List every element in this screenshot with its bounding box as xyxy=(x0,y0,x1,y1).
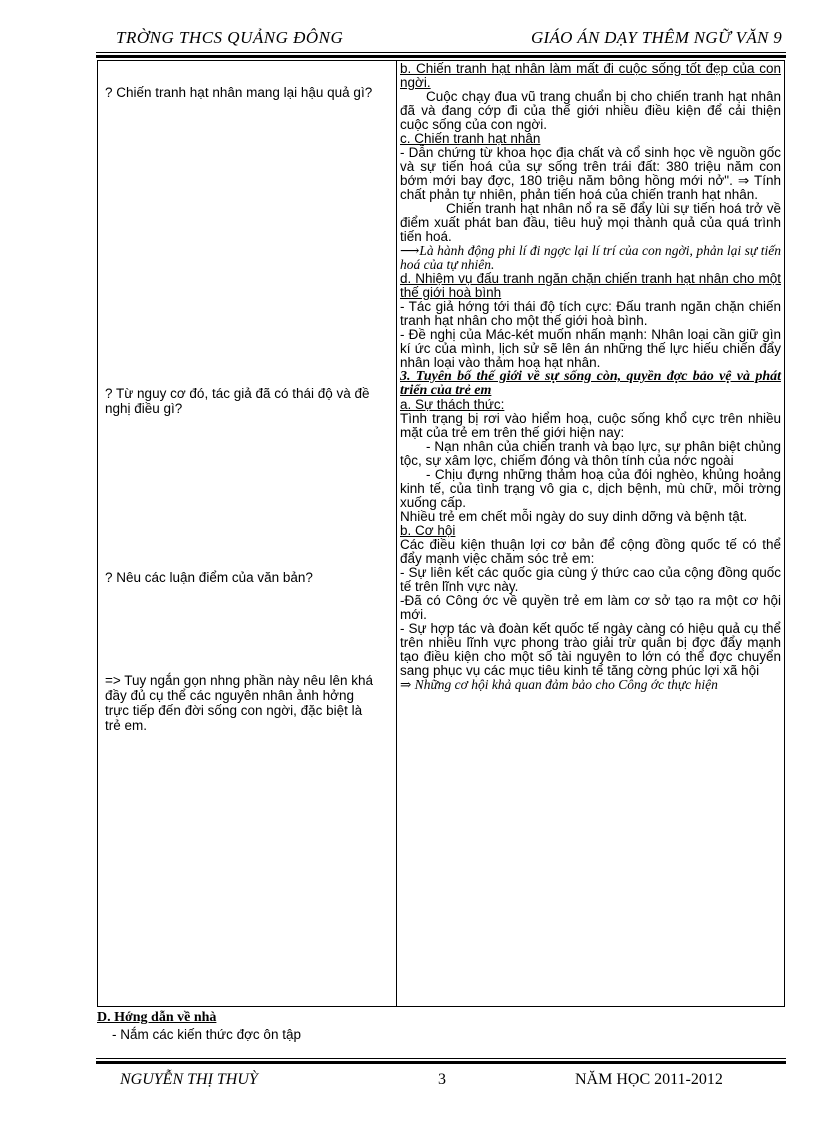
heading-c: c. Chiến tranh hạt nhân xyxy=(400,131,541,146)
paragraph: - Đề nghị của Mác-két muốn nhấn mạnh: Nhân loại cần giữ gìn kí ức của mình, lịch sử sẽ lên án những thế lực hiếu chiến đẩy nhân loại vào thảm hoạ hạt nhân. xyxy=(400,327,781,370)
heading-d: d. Nhiệm vụ đấu tranh ngăn chặn chiến tranh hạt nhân cho một thế giới hoà bình xyxy=(400,271,781,300)
paragraph: - Sự hợp tác và đoàn kết quốc tế ngày càng có hiệu quả cụ thể trên nhiều lĩnh vực phong trào giải trừ quân bị đợc đẩy mạnh tạo điều kiện cho một số tài nguyên to lớn có thể đợc chuyển sang phục vụ các mục tiêu kinh tế tăng cờng phúc lợi xã hội xyxy=(400,621,781,678)
heading-challenge: a. Sự thách thức: xyxy=(400,397,505,412)
section-d-heading: D. Hớng dẫn về nhà xyxy=(97,1010,217,1025)
header-school: TRỜNG THCS QUẢNG ĐÔNG xyxy=(116,28,344,47)
answer-column xyxy=(400,62,781,692)
footer-author: NGUYỄN THỊ THUỲ xyxy=(120,1071,258,1088)
paragraph: -Đã có Công ớc về quyền trẻ em làm cơ sở tạo ra một cơ hội mới. xyxy=(400,593,781,622)
paragraph: - Tác giả hớng tới thái độ tích cực: Đấu tranh ngăn chặn chiến tranh hạt nhân cho một thế giới hoà bình. xyxy=(400,299,781,328)
paragraph: Nhiều trẻ em chết mỗi ngày do suy dinh dỡng và bệnh tật. xyxy=(400,509,748,524)
page-number: 3 xyxy=(438,1071,446,1088)
section-d-item: - Nắm các kiến thức đợc ôn tập xyxy=(112,1027,301,1042)
lesson-table xyxy=(97,60,785,1007)
paragraph: Chiến tranh hạt nhân nổ ra sẽ đẩy lùi sự tiến hoá trở về điểm xuất phát ban đầu, tiêu huỷ mọi thành quả của quá trình tiến hoá. xyxy=(400,201,781,244)
paragraph: Tình trạng bị rơi vào hiểm hoạ, cuộc sống khổ cực trên nhiều mặt của trẻ em trên thế giới hiện nay: xyxy=(400,411,781,440)
paragraph: - Nạn nhân của chiến tranh và bạo lực, sự phân biệt chủng tộc, sự xâm lợc, chiếm đóng và thôn tính của nớc ngoài xyxy=(400,439,781,468)
question-arguments: ? Nêu các luận điểm của văn bản? xyxy=(105,570,313,585)
question-consequence: ? Chiến tranh hạt nhân mang lại hậu quả gì? xyxy=(105,85,373,100)
question-attitude: ? Từ nguy cơ đó, tác giả đã có thái độ và đề nghị điều gì? xyxy=(105,386,370,416)
footer-year: NĂM HỌC 2011-2012 xyxy=(575,1071,723,1088)
heading-section-3: 3. Tuyên bố thế giới về sự sống còn, quyền đợc bảo vệ và phát triển của trẻ em xyxy=(400,369,781,398)
conclusion: ⇒ Những cơ hội khả quan đảm bảo cho Công ớc thực hiện xyxy=(400,677,718,692)
heading-opportunity: b. Cơ hội xyxy=(400,523,456,538)
paragraph: - Sự liên kết các quốc gia cùng ý thức cao của cộng đồng quốc tế trên lĩnh vực này. xyxy=(400,565,781,594)
paragraph: Cuộc chạy đua vũ trang chuẩn bị cho chiến tranh hạt nhân đã và đang cớp đi của thế giới nhiều điều kiện để cải thiện cuộc sống của con ngời. xyxy=(400,89,781,132)
summary-note: => Tuy ngắn gọn nhng phần này nêu lên khá đầy đủ cụ thể các nguyên nhân ảnh hởng trực tiếp đến đời sống con ngời, đặc biệt là trẻ em. xyxy=(105,673,373,733)
column-divider xyxy=(396,61,397,1006)
header-rule-thin xyxy=(96,52,786,53)
heading-b: b. Chiến tranh hạt nhân làm mất đi cuộc sống tốt đẹp của con ngời. xyxy=(400,61,781,90)
header-rule-thick xyxy=(96,55,786,58)
header-title: GIÁO ÁN DẠY THÊM NGỮ VĂN 9 xyxy=(530,28,782,47)
paragraph: Các điều kiện thuận lợi cơ bản để cộng đồng quốc tế có thể đẩy mạnh việc chăm sóc trẻ em: xyxy=(400,537,781,566)
page-header xyxy=(96,24,786,50)
conclusion: ⟶Là hành động phi lí đi ngợc lại lí trí của con ngời, phản lại sự tiến hoá của tự nhiên. xyxy=(400,243,781,272)
footer-rule-thin xyxy=(96,1058,786,1059)
paragraph: - Dẫn chứng từ khoa học địa chất và cổ sinh học về nguồn gốc và sự tiến hoá của sự sống trên trái đất: 380 triệu năm con bớm mới bay đợc, 180 triệu năm bông hồng mới nở". ⇒ Tính chất phản tự nhiên, phản tiến hoá của chiến tranh hạt nhân. xyxy=(400,145,781,202)
footer-rule-thick xyxy=(96,1061,786,1064)
paragraph: - Chịu đựng những thảm hoạ của đói nghèo, khủng hoảng kinh tế, của tình trạng vô gia c, dịch bệnh, mù chữ, môi trờng xuống cấp. xyxy=(400,467,781,510)
